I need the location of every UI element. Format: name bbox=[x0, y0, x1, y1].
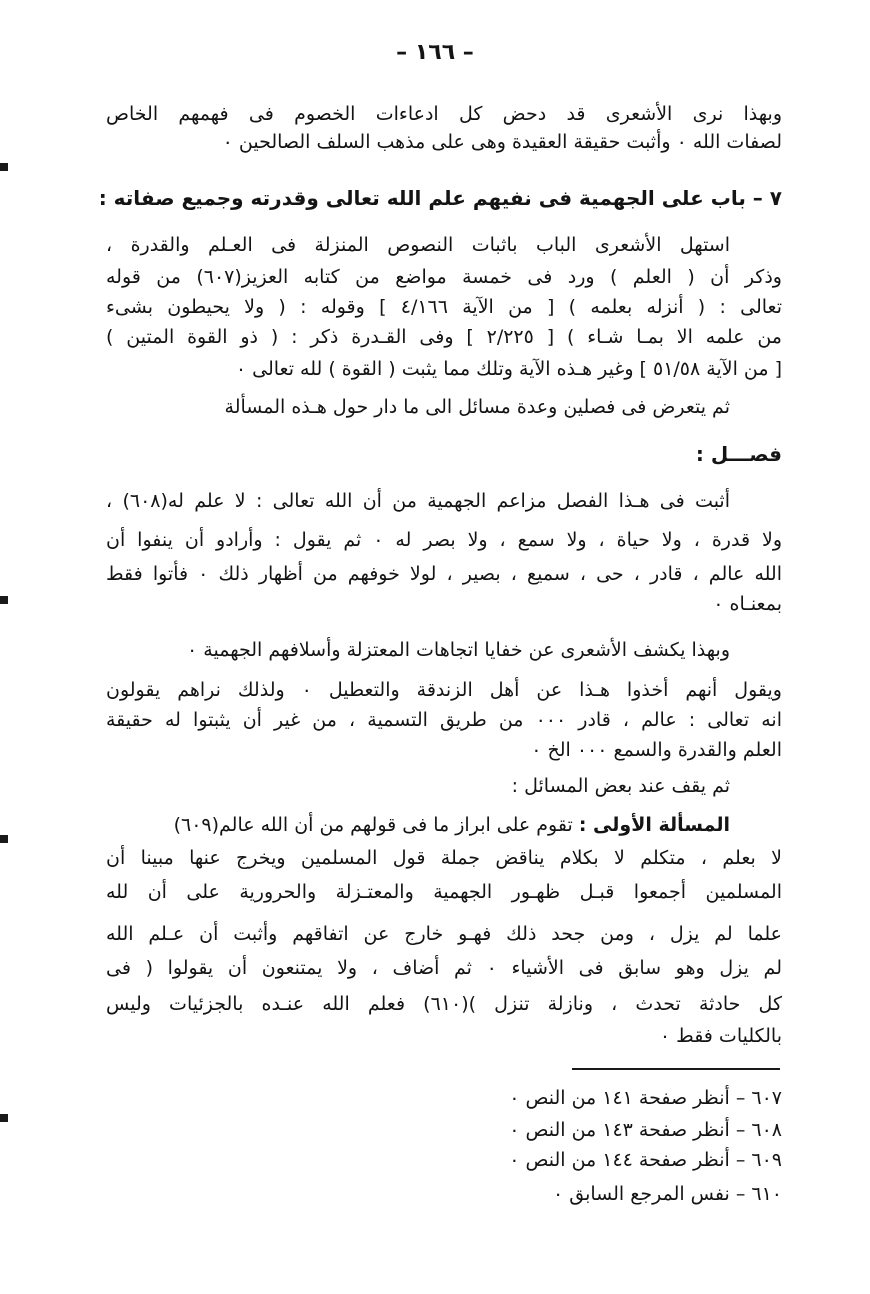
text-line: لا بعلم ، متكلم لا بكلام يناقض جملة قول المسلمين ويخرج عنها مبينا أن bbox=[106, 847, 782, 869]
text-line: لم يزل وهو سابق فى الأشياء ٠ ثم أضاف ، ولا يمتنعون أن يقولوا ( فى bbox=[106, 957, 782, 979]
text-line: ولا قدرة ، ولا حياة ، ولا سمع ، ولا بصر له ٠ ثم يقول : وأرادو أن ينفوا أن bbox=[106, 529, 782, 551]
text-line: انه تعالى : عالم ، قادر ٠٠٠ من طريق التسمية ، من غير أن يثبتوا له حقيقة bbox=[106, 709, 782, 731]
scan-mark bbox=[0, 1114, 8, 1122]
footnote: ٦٠٩ – أنظر صفحة ١٤٤ من النص ٠ bbox=[509, 1149, 782, 1171]
text-line: بمعنـاه ٠ bbox=[713, 593, 782, 615]
text-line: أثبت فى هـذا الفصل مزاعم الجهمية من أن الله تعالى : لا علم له(٦٠٨) ، bbox=[106, 490, 730, 512]
text-line: لصفات الله ٠ وأثبت حقيقة العقيدة وهى على مذهب السلف الصالحين ٠ bbox=[222, 131, 782, 153]
text-line: استهل الأشعرى الباب باثبات النصوص المنزلة فى العـلم والقدرة ، bbox=[106, 234, 730, 256]
text-line: تعالى : ( أنزله بعلمه ) [ من الآية ٤/١٦٦ ] وقوله : ( ولا يحيطون بشىء bbox=[106, 296, 782, 318]
section-heading: فصـــل : bbox=[695, 442, 782, 466]
footnote: ٦٠٨ – أنظر صفحة ١٤٣ من النص ٠ bbox=[509, 1119, 782, 1141]
scan-mark bbox=[0, 163, 8, 171]
scan-mark bbox=[0, 835, 8, 843]
text-line bbox=[106, 811, 730, 839]
issue-label: المسألة الأولى : bbox=[578, 814, 730, 836]
text-line: ثم يقف عند بعض المسائل : bbox=[511, 775, 730, 797]
text-line: وبهذا نرى الأشعرى قد دحض كل ادعاءات الخصوم فى فهمهم الخاص bbox=[106, 103, 782, 125]
text-line: ويقول أنهم أخذوا هـذا عن أهل الزندقة والتعطيل ٠ ولذلك نراهم يقولون bbox=[106, 679, 782, 701]
text-line: [ من الآية ٥١/٥٨ ] وغير هـذه الآية وتلك مما يثبت ( القوة ) لله تعالى ٠ bbox=[235, 358, 782, 380]
footnote: ٦٠٧ – أنظر صفحة ١٤١ من النص ٠ bbox=[509, 1087, 782, 1109]
scan-mark bbox=[0, 596, 8, 604]
issue-text: تقوم على ابراز ما فى قولهم من أن الله عالم(٦٠٩) bbox=[173, 814, 579, 836]
text-line: المسلمين أجمعوا قبـل ظهـور الجهمية والمعتـزلة والحرورية على أن لله bbox=[106, 881, 782, 903]
section-heading: ٧ – باب على الجهمية فى نفيهم علم الله تعالى وقدرته وجميع صفاته : bbox=[98, 186, 782, 210]
footnote-divider bbox=[572, 1068, 780, 1070]
text-line: بالكليات فقط ٠ bbox=[659, 1025, 782, 1047]
text-line: وبهذا يكشف الأشعرى عن خفايا اتجاهات المعتزلة وأسلافهم الجهمية ٠ bbox=[187, 639, 730, 661]
text-line: الله عالم ، قادر ، حى ، سميع ، بصير ، لولا خوفهم من أظهار ذلك ٠ فأتوا فقط bbox=[106, 563, 782, 585]
text-line: العلم والقدرة والسمع ٠٠٠ الخ ٠ bbox=[531, 739, 782, 761]
page-number: – ١٦٦ – bbox=[396, 40, 474, 65]
text-line: كل حادثة تحدث ، ونازلة تنزل )(٦١٠) فعلم الله عنـده بالجزئيات وليس bbox=[106, 993, 782, 1015]
text-line: علما لم يزل ، ومن جحد ذلك فهـو خارج عن اتفاقهم وأثبت أن عـلم الله bbox=[106, 923, 782, 945]
footnote: ٦١٠ – نفس المرجع السابق ٠ bbox=[553, 1183, 782, 1205]
text-line: وذكر أن ( العلم ) ورد فى خمسة مواضع من كتابه العزيز(٦٠٧) من قوله bbox=[106, 266, 782, 288]
text-line: ثم يتعرض فى فصلين وعدة مسائل الى ما دار حول هـذه المسألة bbox=[224, 396, 730, 418]
text-line: من علمه الا بمـا شـاء ) [ ٢/٢٢٥ ] وفى القـدرة ذكر : ( ذو القوة المتين ) bbox=[106, 326, 782, 348]
